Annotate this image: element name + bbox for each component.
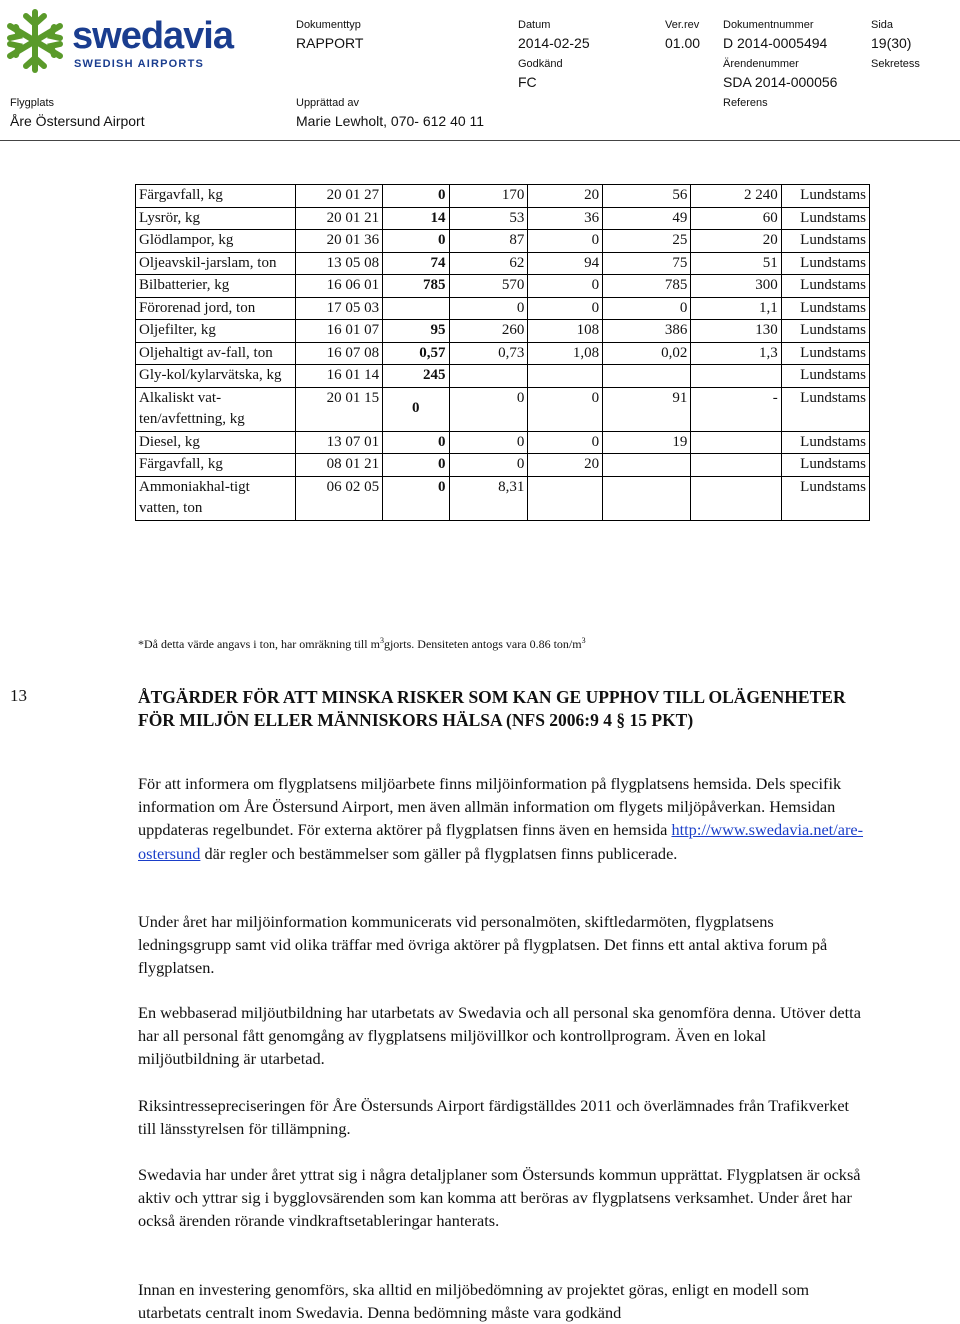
table-cell: 16 07 08 bbox=[295, 342, 382, 365]
table-cell-name: Färgavfall, kg bbox=[136, 185, 296, 208]
table-cell: 25 bbox=[603, 230, 691, 253]
table-cell-name: Oljehaltigt av-fall, ton bbox=[136, 342, 296, 365]
table-cell: 16 01 07 bbox=[295, 320, 382, 343]
table-cell: Lundstams bbox=[781, 476, 869, 520]
swedavia-logo bbox=[4, 4, 233, 84]
table-cell: 19 bbox=[603, 431, 691, 454]
date-label: Datum bbox=[518, 19, 551, 31]
airport-label: Flygplats bbox=[10, 97, 55, 109]
table-cell: Lundstams bbox=[781, 275, 869, 298]
table-row bbox=[136, 342, 870, 365]
table-cell: 0,73 bbox=[449, 342, 528, 365]
table-cell: 2 240 bbox=[691, 185, 781, 208]
table-cell bbox=[528, 476, 603, 520]
table-cell: Lundstams bbox=[781, 454, 869, 477]
table-cell: 20 bbox=[691, 230, 781, 253]
table-cell bbox=[603, 476, 691, 520]
table-cell bbox=[528, 365, 603, 388]
table-cell: 8,31 bbox=[449, 476, 528, 520]
table-cell: 08 01 21 bbox=[295, 454, 382, 477]
table-cell: 0 bbox=[528, 275, 603, 298]
doc-type-label: Dokumenttyp bbox=[296, 19, 361, 31]
table-cell: 0 bbox=[449, 387, 528, 431]
paragraph-2: Under året har miljöinformation kommunicerats vid personalmöten, skiftledarmöten, flygplatsens ledningsgrupp samt vid olika träffar med övriga aktörer på flygplatsen. Det finns ett antal aktiva forum på flygplatsen. bbox=[138, 912, 828, 978]
table-cell: 1,1 bbox=[691, 297, 781, 320]
table-cell: 785 bbox=[383, 275, 449, 298]
table-cell: 20 bbox=[528, 454, 603, 477]
table-cell: 56 bbox=[603, 185, 691, 208]
paragraph-3: En webbaserad miljöutbildning har utarbetats av Swedavia och all personal ska genomföra denna. Utöver detta har all personal fått genomgång av flygplatsens miljövillkor och kontrollprogram. Även en lokal miljöutbildning är utarbetad. bbox=[138, 1003, 861, 1069]
table-cell: 1,08 bbox=[528, 342, 603, 365]
table-cell: 0 bbox=[603, 297, 691, 320]
table-cell-name: Glödlampor, kg bbox=[136, 230, 296, 253]
table-cell: 0,57 bbox=[383, 342, 449, 365]
website-link[interactable]: http://www.swedavia.net/are-ostersund bbox=[138, 820, 864, 863]
table-cell: Lundstams bbox=[781, 342, 869, 365]
document-header bbox=[0, 0, 960, 142]
doc-type-value: RAPPORT bbox=[296, 35, 364, 51]
reference-label: Referens bbox=[723, 97, 768, 109]
table-cell: 53 bbox=[449, 207, 528, 230]
table-cell bbox=[691, 431, 781, 454]
author-label: Upprättad av bbox=[296, 97, 359, 109]
table-cell: - bbox=[691, 387, 781, 431]
table-cell: 20 01 21 bbox=[295, 207, 382, 230]
table-cell: 0 bbox=[383, 454, 449, 477]
table-cell: 62 bbox=[449, 252, 528, 275]
table-cell: 06 02 05 bbox=[295, 476, 382, 520]
approved-label: Godkänd bbox=[518, 58, 563, 70]
doc-number-label: Dokumentnummer bbox=[723, 19, 814, 31]
table-cell: 0 bbox=[383, 431, 449, 454]
rev-label: Ver.rev bbox=[665, 19, 700, 31]
paragraph-6: Innan en investering genomförs, ska alltid en miljöbedömning av projektet göras, enligt en modell som utarbetats centralt inom Swedavia. Denna bedömning måste vara godkänd bbox=[138, 1280, 810, 1323]
table-cell: 0 bbox=[528, 387, 603, 431]
header-divider bbox=[0, 140, 960, 141]
paragraph-4: Riksintressepreciseringen för Åre Östersunds Airport färdigställdes 2011 och överlämnades från Trafikverket till länsstyrelsen för tillämpning. bbox=[138, 1096, 850, 1139]
table-cell: 386 bbox=[603, 320, 691, 343]
table-row bbox=[136, 476, 870, 520]
table-cell: 60 bbox=[691, 207, 781, 230]
table-row bbox=[136, 230, 870, 253]
table-cell: 14 bbox=[383, 207, 449, 230]
table-cell: Lundstams bbox=[781, 252, 869, 275]
logo-wordmark: swedavia bbox=[72, 15, 233, 57]
table-cell: 16 01 14 bbox=[295, 365, 382, 388]
table-cell: 0 bbox=[383, 476, 449, 520]
table-cell: Lundstams bbox=[781, 297, 869, 320]
paragraph-5: Swedavia har under året yttrat sig i några detaljplaner som Östersunds kommun upprättat. Flygplatsen är också aktiv och yttrar sig i bygglovsärenden som kan komma att beröras av flygplatsens verksamhet. Under året har också ärenden rörande vindkraftsetableringar hanterats. bbox=[138, 1165, 861, 1231]
table-cell: 95 bbox=[383, 320, 449, 343]
table-cell bbox=[603, 365, 691, 388]
table-row bbox=[136, 252, 870, 275]
table-cell: 1,3 bbox=[691, 342, 781, 365]
table-cell: 300 bbox=[691, 275, 781, 298]
table-cell: 0,02 bbox=[603, 342, 691, 365]
table-footnote: *Då detta värde angavs i ton, har omräkning till $m^3gjorts$. Densiteten antogs vara 0.86 ton/$m^3$ bbox=[138, 636, 586, 651]
page-value: 19(30) bbox=[871, 35, 912, 51]
table-cell: 20 01 15 bbox=[295, 387, 382, 431]
table-cell bbox=[691, 365, 781, 388]
snowflake-icon bbox=[4, 6, 66, 76]
table-cell: 260 bbox=[449, 320, 528, 343]
table-cell: 13 07 01 bbox=[295, 431, 382, 454]
table-cell: Lundstams bbox=[781, 365, 869, 388]
table-row bbox=[136, 297, 870, 320]
table-cell: 17 05 03 bbox=[295, 297, 382, 320]
table-cell: 91 bbox=[603, 387, 691, 431]
table-row bbox=[136, 365, 870, 388]
table-cell: 75 bbox=[603, 252, 691, 275]
date-value: 2014-02-25 bbox=[518, 35, 590, 51]
table-row bbox=[136, 454, 870, 477]
table-cell: 0 bbox=[528, 297, 603, 320]
table-cell bbox=[383, 297, 449, 320]
table-cell bbox=[449, 365, 528, 388]
table-cell bbox=[691, 476, 781, 520]
table-row bbox=[136, 320, 870, 343]
table-cell: 20 01 36 bbox=[295, 230, 382, 253]
table-cell: 74 bbox=[383, 252, 449, 275]
table-cell: 0 bbox=[449, 454, 528, 477]
table-cell-name: Bilbatterier, kg bbox=[136, 275, 296, 298]
case-value: SDA 2014-000056 bbox=[723, 74, 838, 90]
table-cell: 0 bbox=[449, 297, 528, 320]
table-cell: 245 bbox=[383, 365, 449, 388]
approved-value: FC bbox=[518, 74, 537, 90]
doc-number-value: D 2014-0005494 bbox=[723, 35, 828, 51]
table-cell: 20 01 27 bbox=[295, 185, 382, 208]
table-cell: Lundstams bbox=[781, 230, 869, 253]
table-row bbox=[136, 185, 870, 208]
table-cell-name: Oljeavskil-jarslam, ton bbox=[136, 252, 296, 275]
table-cell: 87 bbox=[449, 230, 528, 253]
table-cell: Lundstams bbox=[781, 207, 869, 230]
table-cell-name: Lysrör, kg bbox=[136, 207, 296, 230]
page-label: Sida bbox=[871, 19, 894, 31]
table-cell: 13 05 08 bbox=[295, 252, 382, 275]
table-cell bbox=[603, 454, 691, 477]
table-cell-name: Gly-kol/kylarvätska, kg bbox=[136, 365, 296, 388]
table-cell: Lundstams bbox=[781, 387, 869, 431]
table-cell: 16 06 01 bbox=[295, 275, 382, 298]
table-cell: 0 bbox=[383, 230, 449, 253]
table-cell: 570 bbox=[449, 275, 528, 298]
table-cell: 108 bbox=[528, 320, 603, 343]
table-cell-name: Ammoniakhal-tigt vatten, ton bbox=[136, 476, 296, 520]
table-cell: 51 bbox=[691, 252, 781, 275]
secrecy-label: Sekretess bbox=[871, 58, 920, 70]
table-row bbox=[136, 275, 870, 298]
case-label: Ärendenummer bbox=[723, 58, 799, 70]
airport-value: Åre Östersund Airport bbox=[10, 113, 145, 129]
table-cell: 130 bbox=[691, 320, 781, 343]
paragraph-1: För att informera om flygplatsens miljöarbete finns miljöinformation på flygplatsens hemsida. Dels specifik information om Åre Östersund Airport, men även allmän information om flygets miljöpåverkan. Hemsidan uppdateras regelbundet. För externa aktörer på flygplatsen finns även en hemsida http://www.swedavia.net/are-ostersund där regler och bestämmelser som gäller på flygplatsen finns publicerade. bbox=[138, 774, 864, 863]
table-cell bbox=[691, 454, 781, 477]
table-cell: 0 bbox=[383, 185, 449, 208]
table-cell: 0 bbox=[528, 230, 603, 253]
table-cell-name: Alkaliskt vat-ten/avfettning, kg bbox=[136, 387, 296, 431]
table-cell: Lundstams bbox=[781, 320, 869, 343]
table-cell: Lundstams bbox=[781, 431, 869, 454]
section-number: 13 bbox=[10, 686, 27, 705]
table-row bbox=[136, 207, 870, 230]
table-row bbox=[136, 431, 870, 454]
table-cell: 170 bbox=[449, 185, 528, 208]
table-cell: 785 bbox=[603, 275, 691, 298]
waste-table bbox=[135, 184, 870, 521]
rev-value: 01.00 bbox=[665, 35, 701, 51]
table-cell: 49 bbox=[603, 207, 691, 230]
table-cell-name: Diesel, kg bbox=[136, 431, 296, 454]
section-title: ÅTGÄRDER FÖR ATT MINSKA RISKER SOM KAN GE UPPHOV TILL OLÄGENHETER FÖR MILJÖN ELLER MÄNNISKORS HÄLSA (NFS 2006:9 4 § 15 PKT) bbox=[138, 687, 846, 730]
author-value: Marie Lewholt, 070- 612 40 11 bbox=[296, 113, 485, 129]
table-row bbox=[136, 387, 870, 431]
table-cell-name: Färgavfall, kg bbox=[136, 454, 296, 477]
table-cell: 0 bbox=[528, 431, 603, 454]
logo-subtitle: SWEDISH AIRPORTS bbox=[74, 58, 205, 70]
table-cell-name: Oljefilter, kg bbox=[136, 320, 296, 343]
table-cell: 36 bbox=[528, 207, 603, 230]
table-cell: 0 bbox=[449, 431, 528, 454]
table-cell: 0 bbox=[383, 387, 449, 431]
table-cell: 20 bbox=[528, 185, 603, 208]
table-cell: 94 bbox=[528, 252, 603, 275]
table-cell-name: Förorenad jord, ton bbox=[136, 297, 296, 320]
table-cell: Lundstams bbox=[781, 185, 869, 208]
